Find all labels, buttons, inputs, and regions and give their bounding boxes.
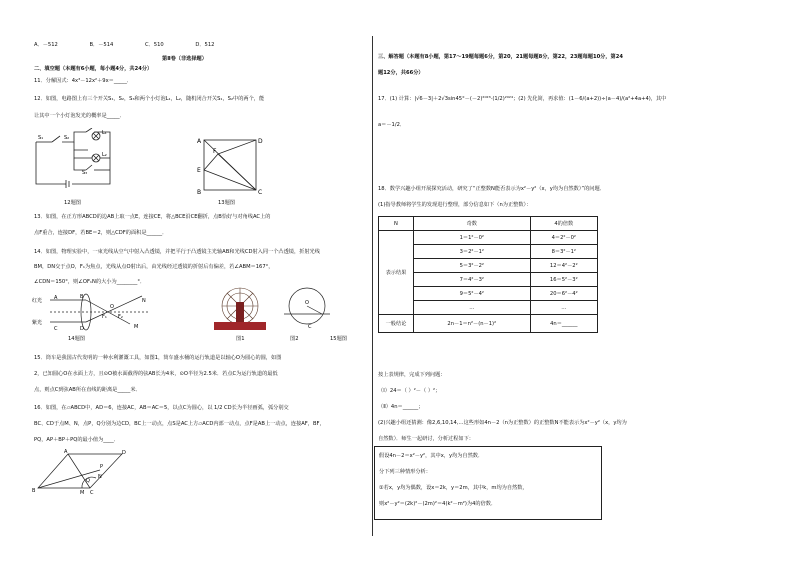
q18-part-ii: （Ⅱ）4n＝______； [378, 404, 424, 410]
fig15-img2-label: 图2 [290, 336, 299, 342]
q12-line1: 12．如图，电路图上有三个开关S₁，S₂，S₃和两个小灯泡L₁，L₂，随机闭合开关S₁，S₂中的两个，能 [34, 96, 265, 102]
table-cell: 8＝3²－1² [530, 245, 597, 259]
label-b: B [32, 488, 36, 494]
label-c: C [90, 490, 94, 496]
label-f2: F₂ [118, 314, 123, 320]
table-cell: 4＝2²－0² [530, 231, 597, 245]
table-cell: 16＝5²－3² [530, 273, 597, 287]
q18-line2: (1)指导教师将学生的发现进行整理，部分信息如下（n为正整数）： [378, 202, 532, 208]
label-n: N [142, 298, 146, 304]
q13-line1: 13．如图，在正方形ABCD的边AB上取一点E，连接CE，将△BCE沿CE翻折，点B恰好与对角线AC上的 [34, 214, 271, 220]
label-c: C [258, 189, 263, 196]
fig14-caption: 14题图 [68, 336, 85, 342]
pattern-table [378, 216, 598, 333]
q18-task: 按上表规律，完成下列问题： [378, 372, 446, 378]
option-d: D．512 [195, 42, 215, 48]
label-a: A [64, 449, 68, 455]
table-conclusion-row [379, 315, 598, 333]
table-header-mult4: 4的倍数 [530, 217, 597, 231]
table-side-label: 表示结果 [379, 231, 414, 315]
q18-2-line1: (2)兴趣小组还猜测：像2,6,10,14,…这些形如4n－2（n为正整数）的正整数N不能表示为x²－y²（x，y均为 [378, 420, 627, 426]
figure-13-square [196, 134, 266, 198]
label-d: D [80, 326, 84, 332]
figure-16-parallelogram [30, 448, 130, 496]
q17-line2: a＝－1/2． [378, 122, 406, 128]
table-cell: 12＝4²－2² [530, 259, 597, 273]
table-conclusion-label: 一般结论 [379, 315, 414, 333]
label-a: A [54, 295, 58, 301]
table-cell: … [530, 301, 597, 315]
box-line2: 分下列三种情形分析： [379, 469, 431, 475]
q18-part-i: （Ⅰ）24＝（ ）²－（ ）²； [378, 388, 441, 394]
section3-line2: 题12分，共66分） [378, 70, 424, 76]
figure-15-waterwheel [210, 284, 270, 332]
table-conclusion-mult4: 4n＝______ [530, 315, 597, 333]
section2-header: 二、填空题（本题有6小题，每小题4分，共24分） [34, 66, 153, 72]
q16-line3: PQ，AP＋BP＋PQ的最小值为____． [34, 437, 119, 443]
q15-line2: 2，已知圆心O在水面上方，且⊙O被水面截得的弦AB长为4米，⊙O半径为2.5米．若点C为运行轨道的最低 [34, 371, 278, 377]
label-s1: S₁ [38, 135, 44, 141]
q13-line2: 点F重合，连接DF，若BE＝2，则△CDF的面积是______． [34, 230, 168, 236]
q16-line1: 16．如图，在▱ABCD中，AD＝6，连接AC，AB＝AC＝5，以点C为圆心，以 1/2 CD长为半径画弧，弧分别交 [34, 405, 289, 411]
label-red-light: 红光 [32, 298, 43, 304]
q18-line1: 18．数学兴趣小组开展探究活动，研究了“正整数N能否表示为x²－y²（x，y均为自然数）”的问题． [378, 186, 605, 192]
figure-15-circle [282, 284, 332, 334]
table-row [379, 231, 598, 245]
label-o: O [305, 300, 309, 306]
figure-12-circuit [30, 128, 130, 190]
q14-line2: BM，DN交于点O，F₁为焦点，光线从点O射出后，由光线经过透镜的折射后有偏差，若∠ABM＝167°， [34, 264, 274, 270]
label-a: A [197, 138, 202, 145]
table-cell: 3＝2²－1² [414, 245, 531, 259]
q15-line1: 15．筒车是我国古代发明的一种水利灌溉工具，如图1，筒车盛水桶的运行轨道是以轴心O为圆心的圆，如图 [34, 355, 282, 361]
options-line [34, 42, 214, 49]
q14-line3: ∠CDN＝150°，则∠OF₁N的大小为________°． [34, 279, 146, 285]
table-header-odd: 奇数 [414, 217, 531, 231]
q14-line1: 14．如图，物理实验中，一束光线从空气中射入凸透镜，并把平行于凸透镜主光轴AB和光线CD射入同一个凸透镜，折射光线 [34, 249, 320, 255]
label-purple-light: 紫光 [32, 320, 43, 326]
table-cell: … [414, 301, 531, 315]
label-q: Q [86, 478, 90, 484]
label-c: C [308, 324, 312, 330]
fig13-caption: 13题图 [218, 200, 235, 206]
label-m: M [134, 324, 139, 330]
label-o: O [110, 304, 114, 310]
table-cell: 1＝1²－0² [414, 231, 531, 245]
label-b: B [80, 294, 84, 300]
table-cell: 7＝4²－3² [414, 273, 531, 287]
table-cell: 9＝5²－4² [414, 287, 531, 301]
label-b: B [197, 189, 202, 196]
label-p: P [100, 464, 104, 470]
label-s3: S₃ [82, 170, 88, 176]
table-header-row [379, 217, 598, 231]
label-e: E [197, 167, 201, 174]
table-header-n: N [379, 217, 414, 231]
box-line4: 则x²－y²＝(2k)²－(2m)²＝4(k²－m²)为4的倍数． [379, 501, 497, 507]
fig15-img1-label: 图1 [236, 336, 245, 342]
volume-title: 第Ⅱ卷（非选择题） [162, 56, 207, 62]
q18-2-line2: 自然数）．师生一起研讨，分析过程如下： [378, 436, 474, 442]
option-c: C．510 [144, 42, 164, 48]
figure-14-lens [30, 290, 160, 334]
section3-line1: 三、解答题（本题有8小题，第17～19题每题6分，第20，21题每题8分，第22，23题每题10分，第24 [378, 54, 623, 60]
label-f: F [213, 148, 217, 155]
column-divider [372, 36, 373, 536]
label-d: D [258, 138, 263, 145]
table-conclusion-odd: 2n－1＝n²－(n－1)² [414, 315, 531, 333]
label-s2: S₂ [64, 135, 70, 141]
table-cell: 5＝3²－2² [414, 259, 531, 273]
q12-line2: 让其中一个小灯泡发光的概率是_____． [34, 113, 125, 119]
label-l1: L₁ [102, 130, 107, 136]
label-d: D [122, 450, 126, 456]
label-l2: L₂ [102, 152, 107, 158]
q17-line1: 17．(1) 计算：|√6－3|＋2√3sin45°－(－2)²⁰²³·(1/2)²⁰²⁴；(2) 先化简，再求值：(1－6/(a+2))÷(a－4)/(a²+4a+4)，其中 [378, 96, 667, 102]
q16-line2: BC、CD于点M、N，点P，Q分别为边CD，BC上一动点，点S是AC上方▱ACD内部一动点，点F是AB上一动点，连接AF，BF， [34, 421, 325, 427]
table-cell: 20＝6²－4² [530, 287, 597, 301]
label-m: M [80, 490, 85, 496]
box-line1: 假设4n－2＝x²－y²，其中x，y均为自然数． [379, 453, 484, 459]
q15-line3: 点，则点C到弦AB所在直线的距离是_____米． [34, 387, 141, 393]
fig12-caption: 12题图 [64, 200, 81, 206]
label-n: N [98, 474, 102, 480]
label-f1: F₁ [102, 314, 107, 320]
q11-text: 11．分解因式：4x³－12x²＋9x＝_____． [34, 78, 133, 84]
analysis-box [374, 446, 602, 520]
option-b: B．－514 [89, 42, 114, 48]
fig15-caption: 15题图 [330, 336, 347, 342]
option-a: A．－512 [34, 42, 58, 48]
label-c: C [54, 326, 58, 332]
box-line3: ①若x，y均为偶数，设x＝2k，y＝2m，其中k，m均为自然数， [379, 485, 528, 491]
